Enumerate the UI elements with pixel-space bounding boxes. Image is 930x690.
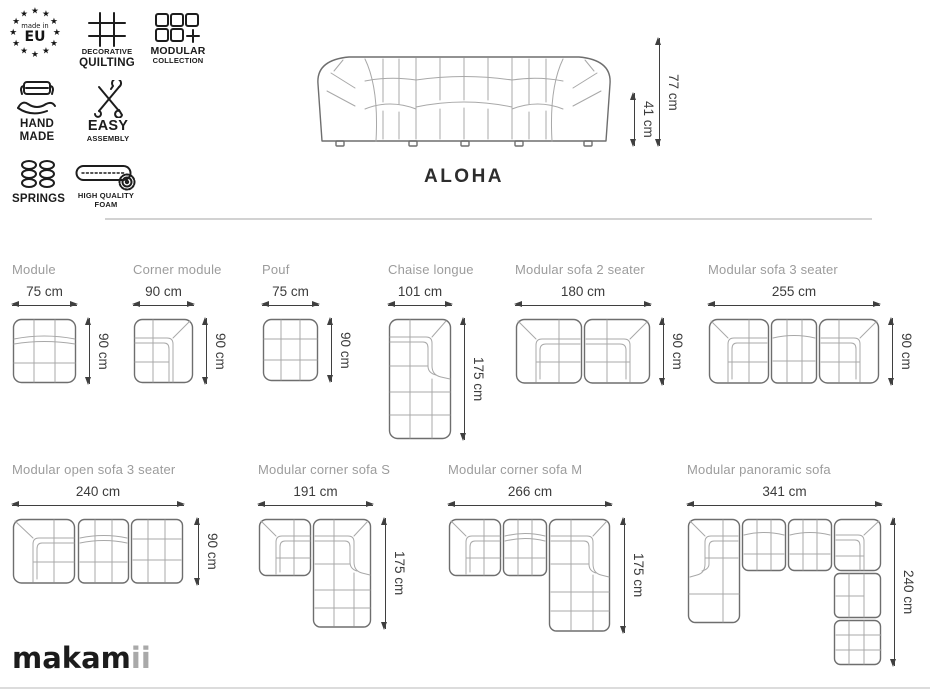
badge-made-in-eu <box>6 5 64 59</box>
sofa-3-seater-topview-drawing <box>708 318 880 385</box>
brand-logo <box>12 641 151 675</box>
made-in-eu-icon <box>8 5 62 59</box>
badge-label: ASSEMBLY <box>86 133 130 143</box>
eu-star: ★ <box>20 46 29 57</box>
product-name: Modular sofa 2 seater <box>515 262 645 277</box>
product-height-label: 240 cm <box>901 569 916 615</box>
quilting-icon <box>84 11 130 48</box>
badge-modular-collection <box>147 12 209 66</box>
product-width-label: 75 cm <box>26 284 63 299</box>
aloha-sofa-front-illustration <box>303 26 625 152</box>
product-width-label: 101 cm <box>397 284 443 299</box>
panoramic-sofa-topview-drawing <box>687 518 882 666</box>
badge-label: FOAM <box>94 199 118 209</box>
section-divider <box>105 218 872 220</box>
product-width-label: 191 cm <box>293 484 338 499</box>
bottom-edge-line <box>0 687 930 689</box>
badge-high-quality-foam <box>70 162 142 209</box>
product-height-label: 90 cm <box>205 533 220 570</box>
seat-height-arrow <box>634 93 635 146</box>
width-arrow <box>258 505 373 506</box>
badge-label: QUILTING <box>79 56 135 69</box>
product-height-label: 90 cm <box>670 333 685 370</box>
eu-star: ★ <box>41 9 50 20</box>
product-width-label: 341 cm <box>762 484 807 499</box>
badge-label: MODULAR <box>150 45 206 57</box>
eu-star: ★ <box>12 39 21 50</box>
product-width-label: 266 cm <box>507 484 553 499</box>
sofa-2-seater-topview-drawing <box>515 318 651 385</box>
badge-easy-assembly <box>80 80 136 143</box>
product-width-label: 90 cm <box>145 284 182 299</box>
badge-label: HAND <box>19 118 55 130</box>
eu-star: ★ <box>20 9 29 20</box>
seat-height-label: 41 cm <box>641 101 656 138</box>
springs-icon <box>19 158 57 193</box>
product-name: Module <box>12 262 56 277</box>
eu-star: ★ <box>31 49 39 59</box>
badge-hand-made <box>10 80 64 144</box>
badge-label: COLLECTION <box>152 56 204 66</box>
badge-label: SPRINGS <box>12 193 66 205</box>
collection-title: ALOHA <box>423 166 505 187</box>
open-sofa-3-seater-topview-drawing <box>12 518 184 585</box>
eu-star: ★ <box>52 28 61 39</box>
width-arrow <box>687 505 882 506</box>
product-name: Modular panoramic sofa <box>687 462 831 477</box>
width-arrow <box>133 305 194 306</box>
product-name: Chaise longue <box>388 262 474 277</box>
product-height-label: 175 cm <box>471 356 486 402</box>
hand-made-icon <box>16 80 58 118</box>
corner-module-topview-drawing <box>133 318 194 384</box>
eu-star: ★ <box>49 39 58 50</box>
product-height-label: 175 cm <box>631 553 646 598</box>
made-in-text: made in <box>21 21 49 30</box>
foam-icon <box>75 162 137 192</box>
total-height-label: 77 cm <box>666 73 681 111</box>
eu-star: ★ <box>31 6 39 17</box>
pouf-topview-drawing <box>262 318 319 382</box>
eu-star: ★ <box>41 46 50 57</box>
product-height-label: 90 cm <box>96 332 111 370</box>
height-arrow <box>385 518 386 629</box>
height-arrow <box>198 518 199 585</box>
width-arrow <box>262 305 319 306</box>
height-arrow <box>89 318 90 384</box>
height-arrow <box>624 518 625 633</box>
product-name: Modular corner sofa M <box>448 462 583 477</box>
product-height-label: 90 cm <box>899 333 914 370</box>
product-name: Modular sofa 3 seater <box>708 262 838 277</box>
product-name: Pouf <box>262 262 290 277</box>
width-arrow <box>388 305 452 306</box>
height-arrow <box>331 318 332 382</box>
product-width-label: 180 cm <box>560 284 606 299</box>
eu-text: EU <box>24 28 46 45</box>
product-name: Corner module <box>133 262 222 277</box>
corner-sofa-m-topview-drawing <box>448 518 612 633</box>
eu-star: ★ <box>12 17 21 28</box>
brand-logo-gray: ii <box>130 641 151 675</box>
badge-label: HIGH QUALITY <box>77 191 135 200</box>
chaise-longue-topview-drawing <box>388 318 452 440</box>
product-height-label: 175 cm <box>392 551 407 596</box>
product-name: Modular open sofa 3 seater <box>12 462 176 477</box>
width-arrow <box>448 505 612 506</box>
badge-label: EASY <box>87 118 129 134</box>
brand-logo-black: makam <box>12 641 131 675</box>
eu-star: ★ <box>9 28 18 39</box>
product-height-label: 90 cm <box>338 331 353 369</box>
width-arrow <box>515 305 651 306</box>
height-arrow <box>206 318 207 384</box>
product-width-label: 255 cm <box>771 284 817 299</box>
badge-label: MADE <box>19 131 55 144</box>
height-arrow <box>892 318 893 385</box>
module-topview-drawing <box>12 318 77 384</box>
modular-collection-icon <box>154 12 202 45</box>
badge-decorative-quilting <box>75 11 139 70</box>
width-arrow <box>12 305 77 306</box>
height-arrow <box>894 518 895 666</box>
product-height-label: 90 cm <box>213 332 228 370</box>
eu-star: ★ <box>49 17 58 28</box>
corner-sofa-s-topview-drawing <box>258 518 373 629</box>
badge-label: DECORATIVE <box>81 47 133 56</box>
width-arrow <box>12 505 184 506</box>
easy-assembly-icon <box>90 80 126 118</box>
width-arrow <box>708 305 880 306</box>
height-arrow <box>663 318 664 385</box>
height-arrow <box>464 318 465 440</box>
product-name: Modular corner sofa S <box>258 462 391 477</box>
badge-springs <box>12 158 64 206</box>
total-height-arrow <box>659 38 660 146</box>
product-width-label: 75 cm <box>272 284 309 299</box>
product-width-label: 240 cm <box>75 484 121 499</box>
